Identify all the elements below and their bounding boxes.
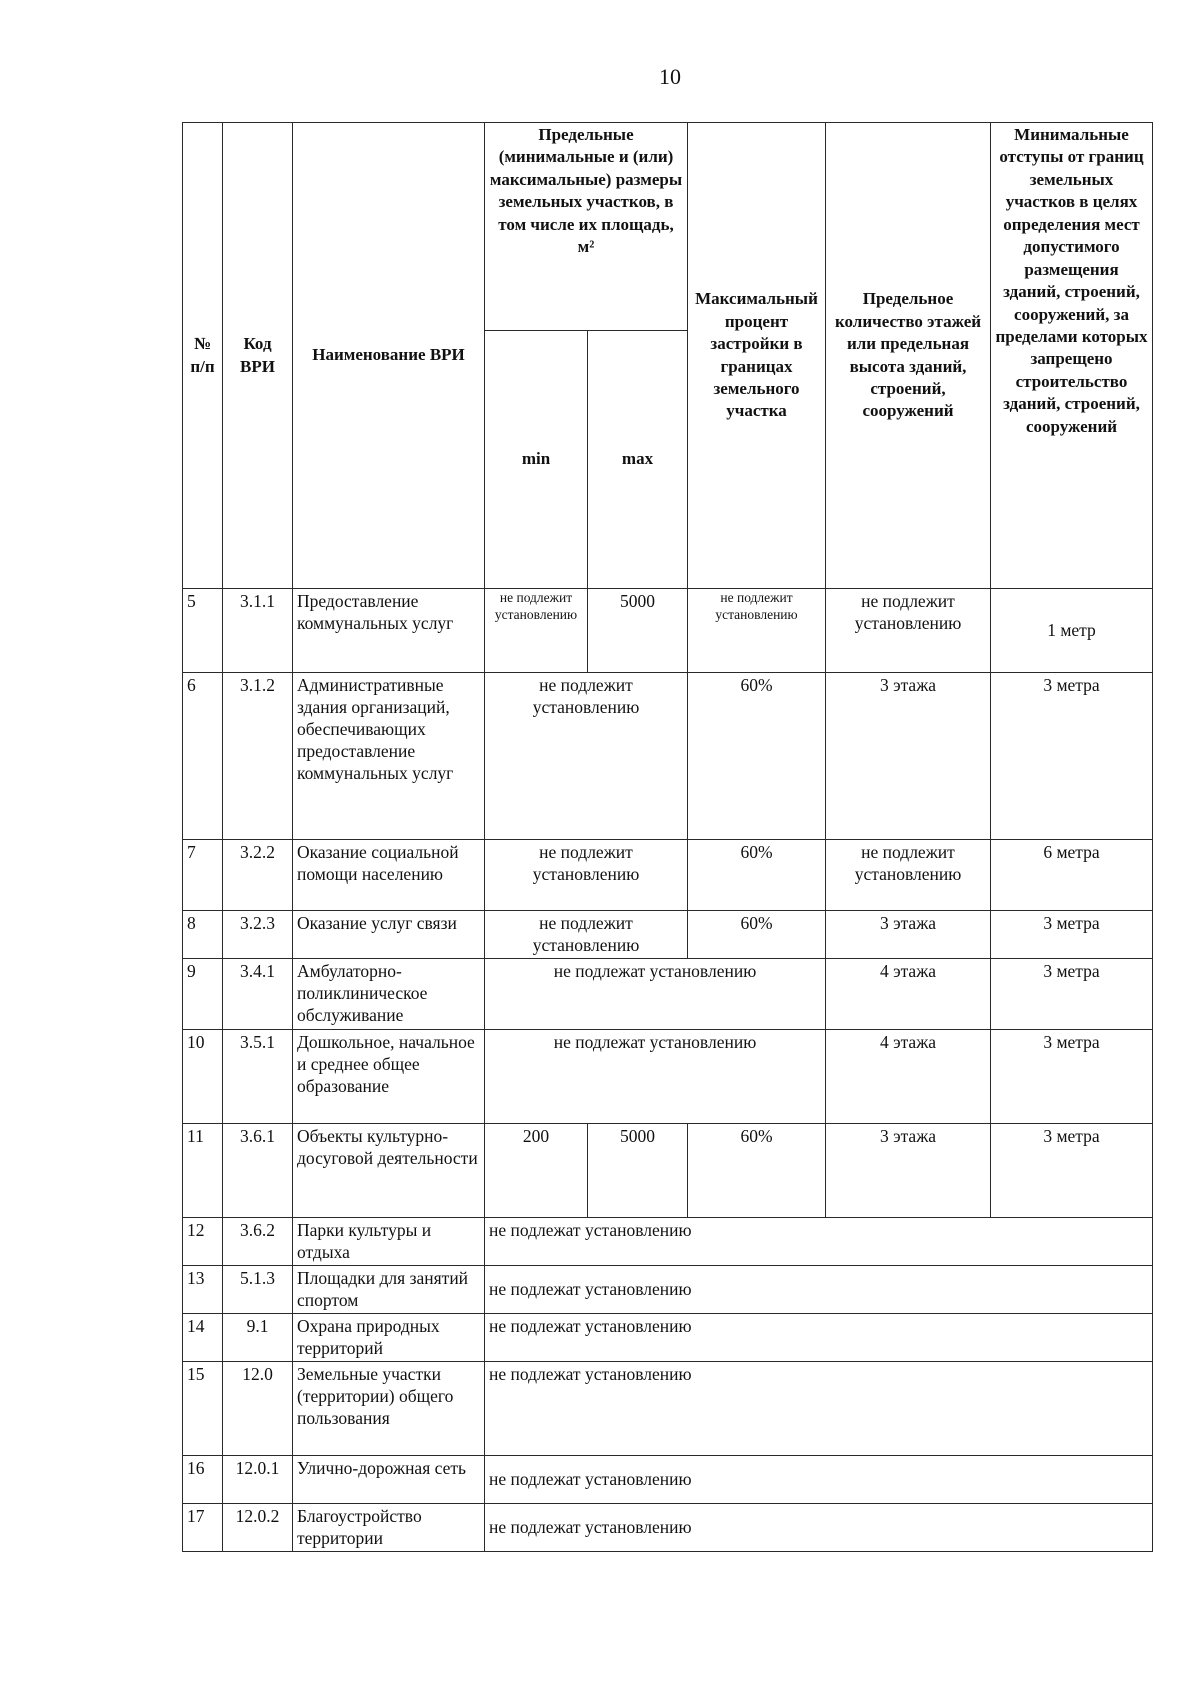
row-percent: 60% — [688, 1124, 826, 1218]
row-code: 3.1.2 — [223, 673, 293, 840]
row-code: 3.1.1 — [223, 589, 293, 673]
row-num: 12 — [183, 1218, 223, 1266]
row-num: 13 — [183, 1266, 223, 1314]
row-max: 5000 — [588, 1124, 688, 1218]
row-name: Амбулаторно-поликлиническое обслуживание — [293, 959, 485, 1030]
row-code: 9.1 — [223, 1314, 293, 1362]
row-size: не подлежит установлению — [485, 673, 688, 840]
table-row — [183, 911, 1153, 959]
row-name: Парки культуры и отдыха — [293, 1218, 485, 1266]
header-min: min — [485, 331, 588, 589]
row-num: 16 — [183, 1456, 223, 1504]
table-row — [183, 1218, 1153, 1266]
row-floors: не подлежит установлению — [826, 589, 991, 673]
row-setback: 3 метра — [991, 673, 1153, 840]
row-merged: не подлежат установлению — [485, 1030, 826, 1124]
row-num: 10 — [183, 1030, 223, 1124]
row-num: 8 — [183, 911, 223, 959]
row-setback: 3 метра — [991, 911, 1153, 959]
row-name: Оказание услуг связи — [293, 911, 485, 959]
row-code: 3.5.1 — [223, 1030, 293, 1124]
table-row — [183, 1504, 1153, 1552]
row-all: не подлежат установлению — [485, 1504, 1153, 1552]
row-size: не подлежит установлению — [485, 840, 688, 911]
row-name: Дошкольное, начальное и среднее общее образование — [293, 1030, 485, 1124]
header-size-group: Предельные (минимальные и (или) максимальные) размеры земельных участков, в том числе их площадь, м² — [485, 123, 688, 331]
row-num: 9 — [183, 959, 223, 1030]
row-percent: 60% — [688, 673, 826, 840]
row-name: Административные здания организаций, обеспечивающих предоставление коммунальных услуг — [293, 673, 485, 840]
row-setback: 3 метра — [991, 959, 1153, 1030]
table-row — [183, 840, 1153, 911]
table-row — [183, 1124, 1153, 1218]
zoning-parameters-table — [182, 122, 1153, 1552]
row-code: 3.4.1 — [223, 959, 293, 1030]
row-floors: 4 этажа — [826, 959, 991, 1030]
row-all: не подлежат установлению — [485, 1218, 1153, 1266]
row-name: Объекты культурно-досуговой деятельности — [293, 1124, 485, 1218]
row-name: Улично-дорожная сеть — [293, 1456, 485, 1504]
row-floors: 3 этажа — [826, 673, 991, 840]
table-row — [183, 1362, 1153, 1456]
row-num: 14 — [183, 1314, 223, 1362]
row-name: Предоставление коммунальных услуг — [293, 589, 485, 673]
row-all: не подлежат установлению — [485, 1266, 1153, 1314]
row-num: 11 — [183, 1124, 223, 1218]
row-name: Благоустройство территории — [293, 1504, 485, 1552]
row-floors: 3 этажа — [826, 911, 991, 959]
table-row — [183, 1030, 1153, 1124]
row-percent: 60% — [688, 911, 826, 959]
row-name: Площадки для занятий спортом — [293, 1266, 485, 1314]
table-row — [183, 1266, 1153, 1314]
row-code: 3.6.2 — [223, 1218, 293, 1266]
row-percent: не подлежит установлению — [688, 589, 826, 673]
row-code: 12.0.2 — [223, 1504, 293, 1552]
row-code: 3.2.2 — [223, 840, 293, 911]
row-setback: 1 метр — [991, 589, 1153, 673]
row-all: не подлежат установлению — [485, 1362, 1153, 1456]
row-max: 5000 — [588, 589, 688, 673]
row-num: 17 — [183, 1504, 223, 1552]
row-setback: 3 метра — [991, 1030, 1153, 1124]
row-all: не подлежат установлению — [485, 1314, 1153, 1362]
row-code: 12.0 — [223, 1362, 293, 1456]
row-code: 3.2.3 — [223, 911, 293, 959]
header-num: № п/п — [183, 123, 223, 589]
row-min: 200 — [485, 1124, 588, 1218]
row-setback: 3 метра — [991, 1124, 1153, 1218]
row-setback: 6 метра — [991, 840, 1153, 911]
row-min: не подлежит установлению — [485, 589, 588, 673]
header-setback: Минимальные отступы от границ земельных участков в целях определения мест допустимого размещения зданий, строений, сооружений, за пределами которых запрещено строительство зданий, строений, сооружений — [991, 123, 1153, 589]
row-all: не подлежат установлению — [485, 1456, 1153, 1504]
row-name: Охрана природных территорий — [293, 1314, 485, 1362]
header-max: max — [588, 331, 688, 589]
row-code: 12.0.1 — [223, 1456, 293, 1504]
table-row — [183, 673, 1153, 840]
row-num: 6 — [183, 673, 223, 840]
row-num: 5 — [183, 589, 223, 673]
table-row — [183, 1314, 1153, 1362]
row-merged: не подлежат установлению — [485, 959, 826, 1030]
header-floors: Предельное количество этажей или предельная высота зданий, строений, сооружений — [826, 123, 991, 589]
row-floors: не подлежит установлению — [826, 840, 991, 911]
table-row — [183, 589, 1153, 673]
header-name: Наименование ВРИ — [293, 123, 485, 589]
table-row — [183, 959, 1153, 1030]
row-code: 5.1.3 — [223, 1266, 293, 1314]
row-floors: 3 этажа — [826, 1124, 991, 1218]
page-number: 10 — [659, 64, 681, 89]
row-name: Оказание социальной помощи населению — [293, 840, 485, 911]
table-row — [183, 1456, 1153, 1504]
row-num: 7 — [183, 840, 223, 911]
row-percent: 60% — [688, 840, 826, 911]
header-code: Код ВРИ — [223, 123, 293, 589]
row-name: Земельные участки (территории) общего пользования — [293, 1362, 485, 1456]
row-num: 15 — [183, 1362, 223, 1456]
row-floors: 4 этажа — [826, 1030, 991, 1124]
row-size: не подлежит установлению — [485, 911, 688, 959]
header-percent: Максимальный процент застройки в границах земельного участка — [688, 123, 826, 589]
row-code: 3.6.1 — [223, 1124, 293, 1218]
